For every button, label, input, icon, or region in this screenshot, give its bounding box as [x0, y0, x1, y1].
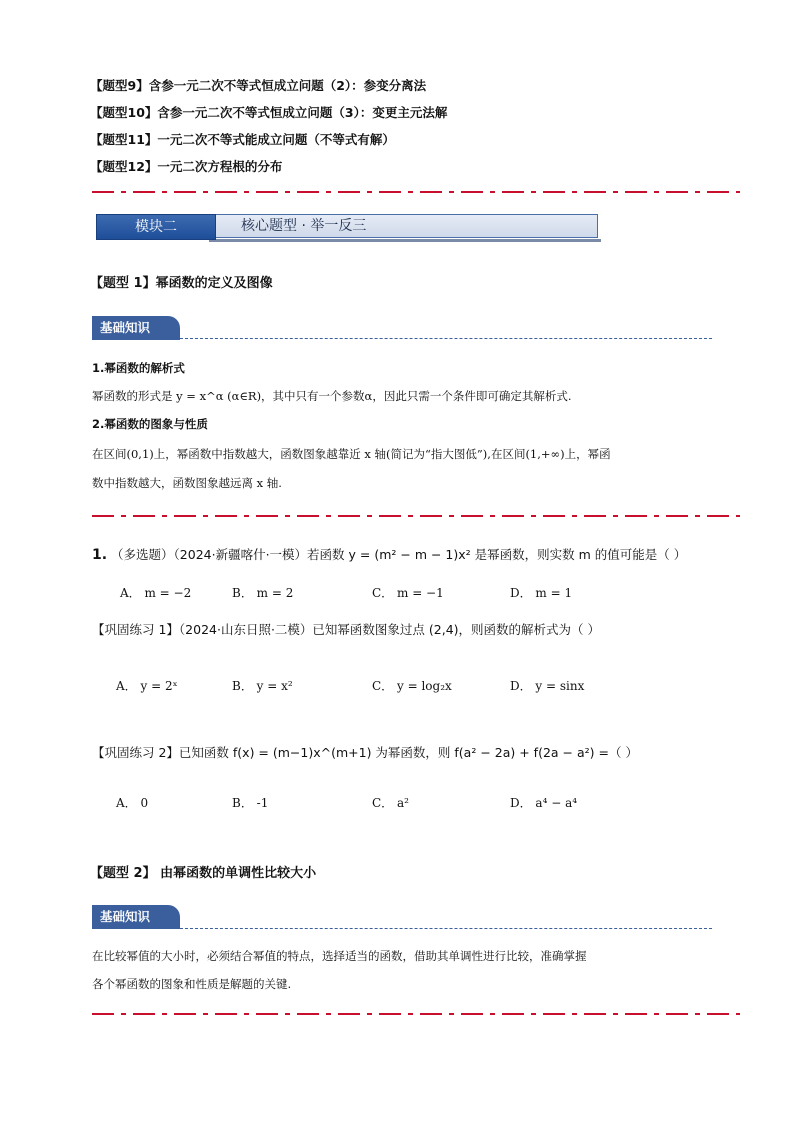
exercise-2-stem: 【巩固练习 2】已知函数 f(x) = (m−1)x^(m+1) 为幂函数，则 f(a² − 2a) + f(2a − a²) =（ ） [92, 745, 638, 760]
red-divider [92, 191, 740, 193]
question-stem: （多选题）（2024·新疆喀什·一模）若函数 y = (m² − m − 1)x² 是幂函数，则实数 m 的值可能是（ ） [111, 547, 687, 562]
red-divider [92, 515, 740, 517]
option-a: A． m = −2 [120, 586, 192, 600]
k1-title: 1.幂函数的解析式 [92, 361, 185, 375]
dashed-rule [180, 338, 712, 339]
toc-item-9: 【题型9】含参一元二次不等式恒成立问题（2）：参变分离法 [90, 78, 427, 93]
knowledge-tag: 基础知识 [92, 905, 180, 929]
option-d: D． a⁴ − a⁴ [510, 796, 578, 810]
type2-text-line1: 在比较幂值的大小时，必须结合幂值的特点，选择适当的函数，借助其单调性进行比较，准确掌握 [92, 949, 587, 963]
k2-text-line2: 数中指数越大，函数图象越远离 x 轴. [92, 476, 282, 490]
module-title: 核心题型 · 举一反三 [208, 214, 598, 238]
type1-title: 【题型 1】幂函数的定义及图像 [90, 276, 273, 291]
exercise-1-stem: 【巩固练习 1】（2024·山东日照·二模）已知幂函数图象过点 (2,4)，则函数的解析式为（ ） [92, 622, 601, 637]
option-d: D． y = sinx [510, 679, 585, 693]
option-c: C． a² [372, 796, 409, 810]
type2-text-line2: 各个幂函数的图象和性质是解题的关键. [92, 977, 292, 991]
dashed-rule [180, 928, 712, 929]
type2-title: 【题型 2】 由幂函数的单调性比较大小 [90, 866, 317, 881]
option-d: D． m = 1 [510, 586, 573, 600]
option-c: C． m = −1 [372, 586, 444, 600]
module-header [96, 214, 600, 240]
option-c: C． y = log₂x [372, 679, 452, 693]
option-b: B． y = x² [232, 679, 293, 693]
question-1 [92, 545, 686, 563]
option-a: A． y = 2ˣ [116, 679, 178, 693]
option-b: B． -1 [232, 796, 269, 810]
knowledge-tag: 基础知识 [92, 316, 180, 340]
option-b: B． m = 2 [232, 586, 294, 600]
toc-item-11: 【题型11】一元二次不等式能成立问题（不等式有解） [90, 132, 395, 147]
toc-item-12: 【题型12】一元二次方程根的分布 [90, 159, 283, 174]
option-a: A． 0 [116, 796, 149, 810]
toc-item-10: 【题型10】含参一元二次不等式恒成立问题（3）：变更主元法解 [90, 105, 448, 120]
k1-text: 幂函数的形式是 y = x^α (α∈R)，其中只有一个参数α，因此只需一个条件即可确定其解析式. [92, 389, 572, 403]
k2-title: 2.幂函数的图象与性质 [92, 417, 208, 431]
question-number: 1. [92, 547, 108, 563]
red-divider [92, 1013, 740, 1015]
module-label: 模块二 [96, 214, 216, 240]
k2-text-line1: 在区间(0,1)上，幂函数中指数越大，函数图象越靠近 x 轴(简记为“指大图低”),在区间(1,+∞)上，幂函 [92, 447, 611, 461]
